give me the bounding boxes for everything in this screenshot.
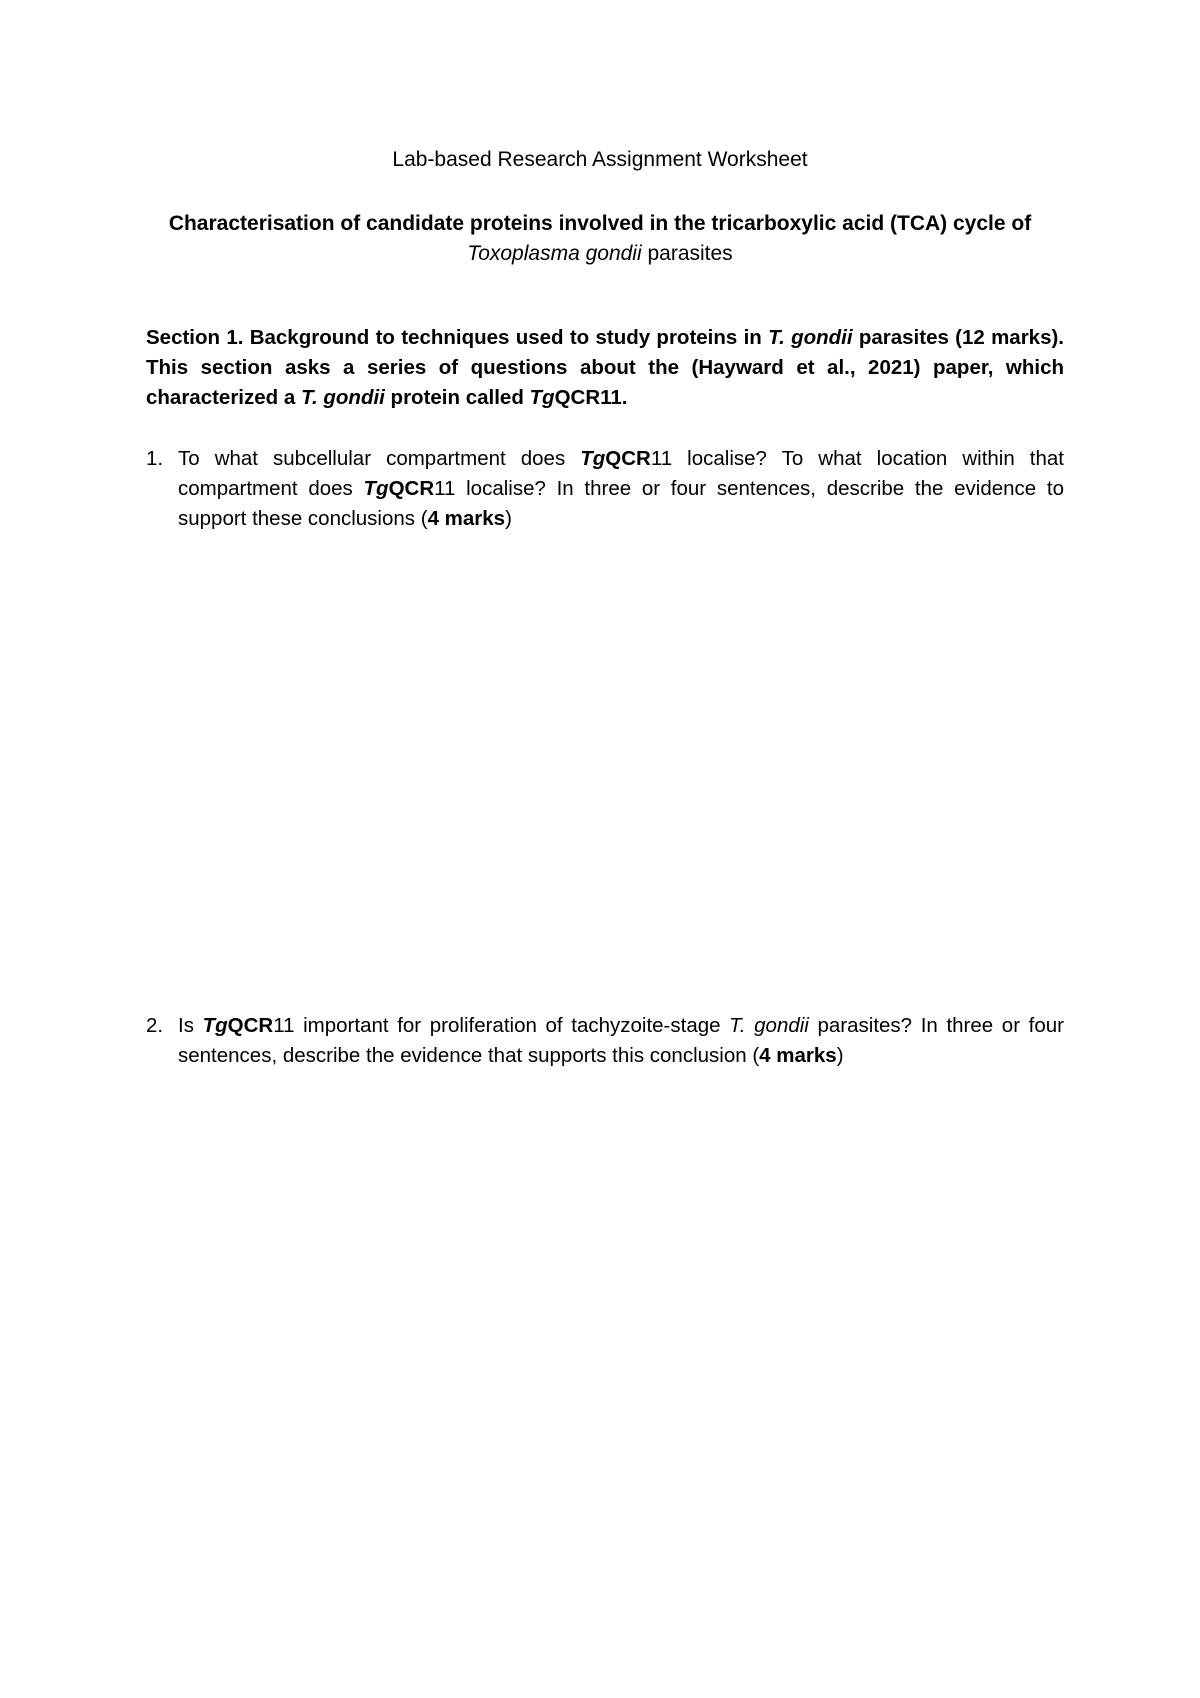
question-1-number: 1. <box>146 447 164 470</box>
section-1-heading <box>146 323 1064 413</box>
document-subtitle <box>140 209 1060 269</box>
subtitle-species-name: Toxoplasma gondii <box>467 242 642 265</box>
question-1-text-b: 11 localise? To what location within that compartment does <box>178 447 1064 500</box>
subtitle-line-2 <box>140 239 1060 269</box>
question-2-qcr: QCR <box>227 1014 274 1037</box>
question-2-species: T. gondii <box>729 1014 809 1037</box>
section-1-text-a: Section 1. Background to techniques used to study proteins in <box>146 326 769 349</box>
section-1-tg-prefix: Tg <box>529 386 555 409</box>
question-1-tg-a: Tg <box>580 447 606 470</box>
question-1-tg-b: Tg <box>363 477 389 500</box>
section-1-species-b: T. gondii <box>300 386 385 409</box>
question-2-text-b: 11 important for proliferation of tachyzoite-stage <box>273 1014 730 1037</box>
section-1-text-d: QCR11. <box>554 386 628 409</box>
question-1-qcr-a: QCR <box>605 447 651 470</box>
question-2-marks: 4 marks <box>759 1044 837 1067</box>
subtitle-line-1: Characterisation of candidate proteins involved in the tricarboxylic acid (TCA) cycle of <box>168 212 1032 235</box>
question-1-text-d: ) <box>505 507 512 530</box>
question-1-text-a: To what subcellular compartment does <box>178 447 581 470</box>
question-1-qcr-b: QCR <box>388 477 435 500</box>
question-1-marks: 4 marks <box>427 507 506 530</box>
question-2-text-c: parasites? In three or four sentences, describe the evidence that supports this conclusion ( <box>178 1014 1064 1067</box>
document-title: Lab-based Research Assignment Worksheet <box>392 148 808 171</box>
section-1-text-c: protein called <box>384 386 530 409</box>
question-2-number: 2. <box>146 1014 164 1037</box>
question-1 <box>146 444 1064 534</box>
question-1-text-c: 11 localise? In three or four sentences, describe the evidence to support these conclusions ( <box>178 477 1064 530</box>
question-2 <box>146 1011 1064 1071</box>
question-2-tg: Tg <box>202 1014 228 1037</box>
question-2-text-a: Is <box>178 1014 203 1037</box>
question-2-text-d: ) <box>836 1044 844 1067</box>
section-1-text-b: parasites (12 marks). This section asks a series of questions about the (Hayward et al., 2021) paper, which characterized a <box>146 326 1064 409</box>
subtitle-line-2-rest: parasites <box>641 242 733 265</box>
section-1-species-a: T. gondii <box>768 326 853 349</box>
